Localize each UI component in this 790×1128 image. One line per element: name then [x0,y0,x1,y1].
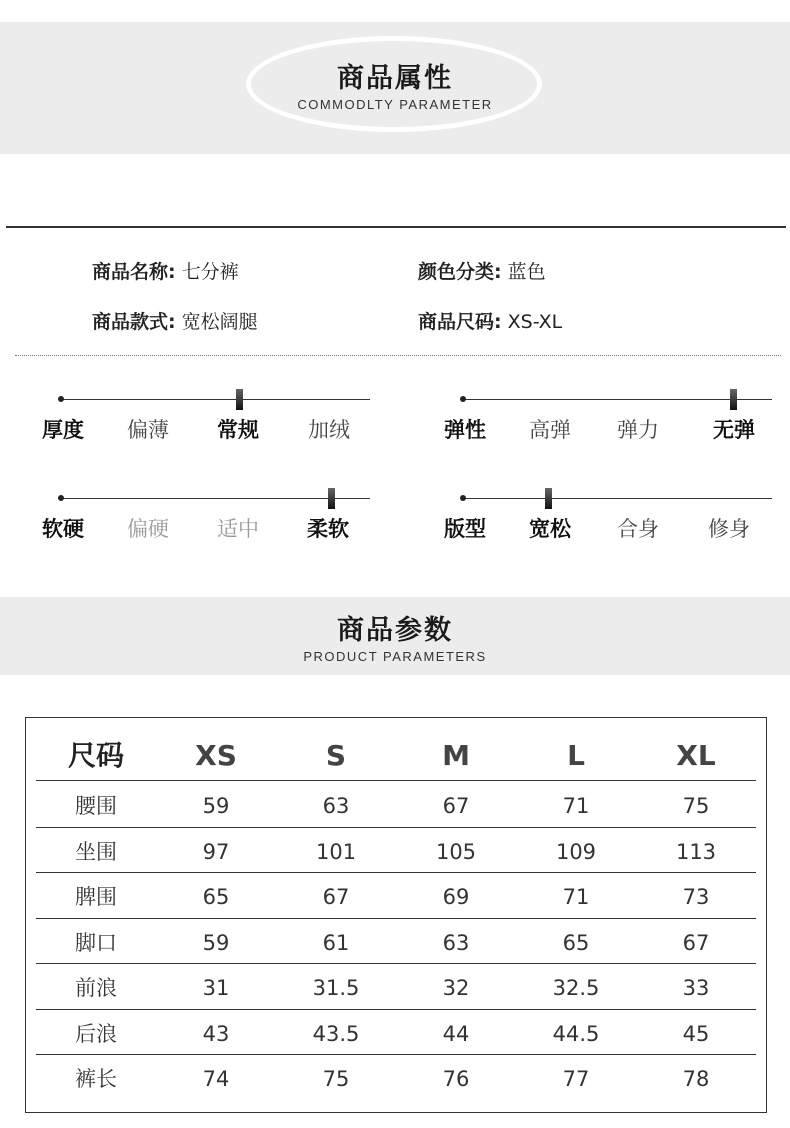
table-header-cell: 尺码 [67,739,124,772]
scale-option-selected: 无弹 [713,418,755,442]
attr-value: 七分裤 [181,261,239,283]
table-cell: 113 [675,839,717,864]
section-title: 商品属性 [337,63,453,94]
table-cell: 67 [682,930,710,955]
table-cell: 43.5 [312,1021,360,1046]
scale-elasticity [440,384,780,444]
scale-line [462,399,772,400]
scale-heading: 厚度 [42,418,84,442]
scale-dot [58,396,64,402]
scale-marker [328,488,335,509]
attr-key: 商品尺码: [418,311,502,333]
table-cell: 33 [682,976,710,1000]
scale-softness [38,483,378,543]
table-row [36,872,754,917]
scale-option: 合身 [617,517,659,541]
table-cell: 65 [562,930,590,955]
section-title: 商品参数 [337,615,453,646]
scale-option: 加绒 [308,418,350,442]
table-cell: 65 [202,885,230,909]
size-table [25,717,767,1113]
table-cell: 78 [682,1067,710,1091]
attr-value: 宽松阔腿 [181,311,258,333]
table-row-label: 腰围 [75,794,117,818]
scale-heading: 版型 [444,517,486,541]
table-row-label: 裤长 [75,1067,117,1091]
table-cell: 59 [202,794,230,818]
scale-line [60,399,370,400]
scale-option: 偏硬 [127,517,169,541]
scale-heading: 弹性 [444,418,486,442]
table-row-label: 坐围 [75,839,117,864]
table-cell: 71 [562,794,590,818]
table-row [36,963,754,1008]
table-row [36,1054,754,1099]
attr-product-name [92,257,239,284]
scale-option-selected: 常规 [217,418,259,442]
table-cell: 67 [322,885,350,909]
table-cell: 63 [322,794,350,818]
scale-marker [730,389,737,410]
table-row-label: 前浪 [75,976,117,1000]
table-row-label: 脾围 [75,885,117,909]
scale-fit [440,483,780,543]
table-cell: 75 [682,794,710,818]
section-subtitle: PRODUCT PARAMETERS [303,649,487,664]
scale-marker [236,389,243,410]
table-cell: 67 [442,794,470,818]
attr-style [92,307,258,334]
table-cell: 43 [202,1021,230,1046]
table-cell: 61 [322,930,350,955]
table-cell: 32.5 [552,976,600,1000]
attr-size [418,307,562,334]
attr-color [418,257,546,284]
attr-key: 颜色分类: [418,261,502,283]
table-cell: 32 [442,976,470,1000]
table-header-cell: L [567,739,585,772]
table-cell: 73 [682,885,710,909]
table-cell: 71 [562,885,590,909]
table-cell: 97 [202,839,230,864]
table-cell: 101 [315,839,357,864]
table-header-cell: S [325,739,347,772]
scale-option: 弹力 [617,418,659,442]
table-row [36,827,754,872]
divider [6,226,786,228]
table-row-label: 后浪 [75,1021,117,1046]
table-row [36,781,754,826]
section-subtitle: COMMODLTY PARAMETER [297,97,493,112]
scale-option: 高弹 [529,418,571,442]
table-cell: 63 [442,930,470,955]
table-cell: 74 [202,1067,230,1091]
table-cell: 59 [202,930,230,955]
table-row-label: 脚口 [75,930,117,955]
table-cell: 45 [682,1021,710,1046]
table-row [36,918,754,963]
scale-option-selected: 宽松 [529,517,571,541]
table-cell: 109 [555,839,597,864]
table-header-row [36,722,754,784]
scale-option-selected: 柔软 [307,517,349,541]
table-cell: 31 [202,976,230,1000]
scale-option: 修身 [708,517,750,541]
table-cell: 75 [322,1067,350,1091]
table-cell: 31.5 [312,976,360,1000]
table-cell: 69 [442,885,470,909]
scale-dot [460,495,466,501]
scale-dot [460,396,466,402]
scale-line [60,498,370,499]
table-cell: 44.5 [552,1021,600,1046]
table-cell: 77 [562,1067,590,1091]
scale-heading: 软硬 [42,517,84,541]
scale-dot [58,495,64,501]
attr-key: 商品名称: [92,261,176,283]
scale-option: 偏薄 [127,418,169,442]
table-row [36,1009,754,1054]
table-cell: 76 [442,1067,470,1091]
attr-value: 蓝色 [507,261,546,283]
table-cell: 105 [435,839,477,864]
scale-line [462,498,772,499]
table-cell: 44 [442,1021,470,1046]
scale-option: 适中 [217,517,259,541]
scale-thickness [38,384,378,444]
table-header-cell: M [442,739,470,772]
attr-key: 商品款式: [92,311,176,333]
table-header-cell: XL [676,739,716,772]
dotted-divider [15,355,781,356]
table-header-cell: XS [195,739,237,772]
scale-marker [545,488,552,509]
attr-value: XS-XL [507,311,563,333]
